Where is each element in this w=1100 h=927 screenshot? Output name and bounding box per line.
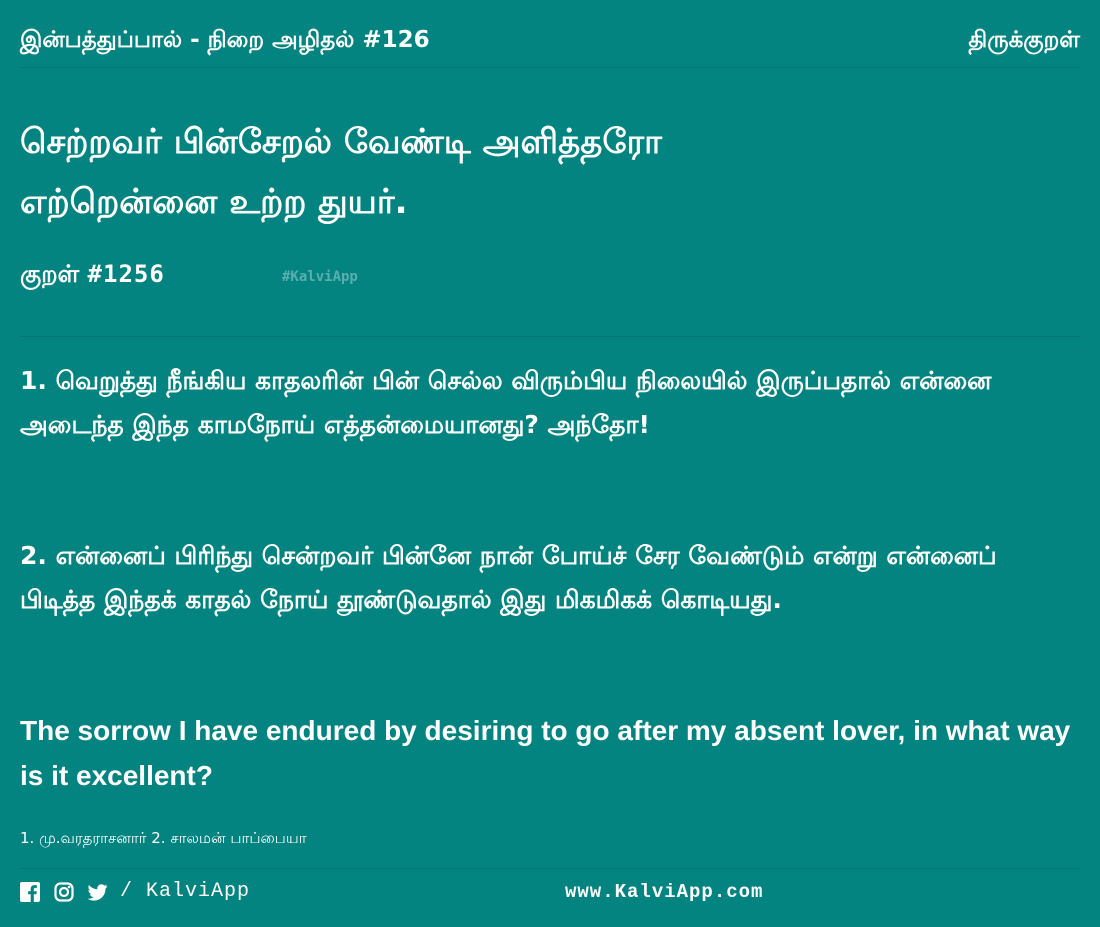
kural-label: குறள்	[20, 260, 80, 288]
credits: 1. மு.வரதராசனார் 2. சாலமன் பாப்பையா	[20, 829, 307, 847]
facebook-icon[interactable]	[20, 882, 40, 902]
english-translation: The sorrow I have endured by desiring to go after my absent lover, in what way is it excellent?	[20, 715, 1071, 791]
kural-number	[20, 256, 165, 292]
instagram-icon[interactable]	[54, 882, 74, 902]
couplet-line-2: எற்றென்னை உற்ற துயர்.	[20, 182, 408, 222]
brand-name: / KalviApp	[120, 880, 251, 903]
book-title: திருக்குறள்	[968, 27, 1080, 53]
website-link[interactable]: www.KalviApp.com	[565, 881, 764, 903]
social-links	[20, 881, 122, 903]
hashtag-watermark: #KalviApp	[282, 269, 358, 285]
couplet	[20, 112, 1080, 232]
couplet-line-1: செற்றவர் பின்சேறல் வேண்டி அளித்தரோ	[20, 122, 662, 162]
kural-number-value: #1256	[87, 260, 165, 288]
header	[20, 22, 1080, 58]
meaning-1: 1. வெறுத்து நீங்கிய காதலரின் பின் செல்ல விரும்பிய நிலையில் இருப்பதால் என்னை அடைந்த இந்த காமநோய் எத்தன்மையானது? அந்தோ!	[20, 366, 992, 439]
meaning-2: 2. என்னைப் பிரிந்து சென்றவர் பின்னே நான் போய்ச் சேர வேண்டும் என்று என்னைப் பிடித்த இந்தக் காதல் நோய் தூண்டுவதால் இது மிகமிகக் கொடியது.	[20, 541, 997, 614]
header-divider	[20, 67, 1080, 68]
couplet-divider	[20, 336, 1080, 337]
footer-divider	[20, 868, 1080, 869]
twitter-icon[interactable]	[88, 882, 108, 902]
section-title: இன்பத்துப்பால் - நிறை அழிதல் #126	[20, 27, 430, 53]
footer	[20, 877, 1080, 907]
kural-card	[20, 0, 1080, 927]
